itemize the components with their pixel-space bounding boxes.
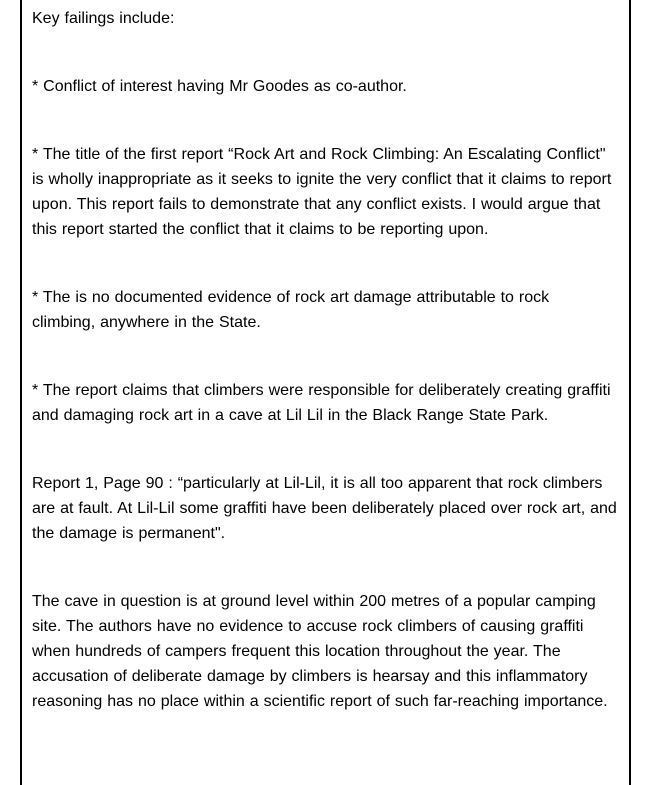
paragraph-cave-context: The cave in question is at ground level within 200 metres of a popular camping site. The authors have no evidence to accuse rock climbers of causing graffiti when hundreds of campers frequent this location throughout the year. The accusation of deliberate damage by climbers is hearsay and this inflammatory reasoning has no place within a scientific report of such far-reaching importance. [32, 593, 608, 710]
document-text-box [20, 0, 631, 785]
bullet-no-documented-evidence: * The is no documented evidence of rock art damage attributable to rock climbing, anywhere in the State. [32, 289, 550, 331]
bullet-conflict-of-interest: * Conflict of interest having Mr Goodes as co-author. [32, 78, 407, 95]
bullet-report-title-inappropriate: * The title of the first report “Rock Art and Rock Climbing: An Escalating Conflict" is wholly inappropriate as it seeks to ignite the very conflict that it claims to report upon. This report fails to demonstrate that any conflict exists. I would argue that this report started the conflict that it claims to be reporting upon. [32, 146, 612, 238]
paragraph-key-failings-heading: Key failings include: [32, 10, 175, 27]
quote-report1-page90: Report 1, Page 90 : “particularly at Lil-Lil, it is all too apparent that rock climbers are at fault. At Lil-Lil some graffiti have been deliberately placed over rock art, and the damage is permanent". [32, 475, 617, 542]
bullet-lil-lil-graffiti-claim: * The report claims that climbers were responsible for deliberately creating graffiti and damaging rock art in a cave at Lil Lil in the Black Range State Park. [32, 382, 611, 424]
